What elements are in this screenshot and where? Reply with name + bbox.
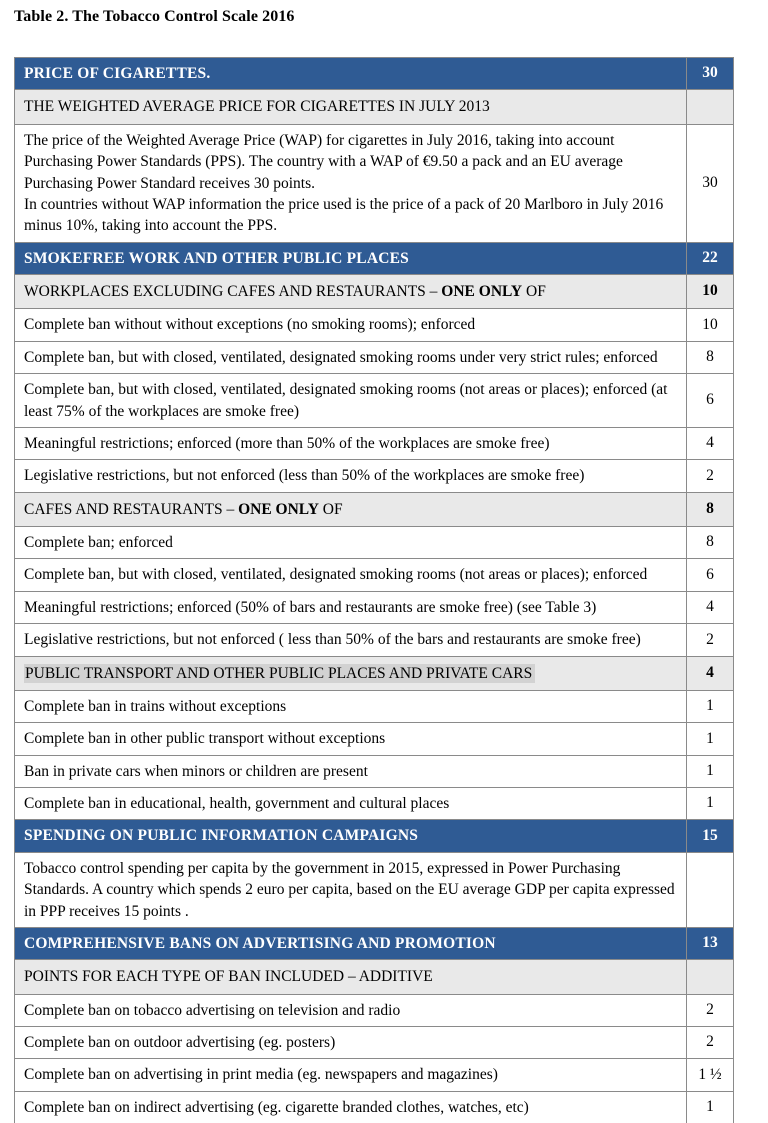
subheader-row <box>15 90 734 124</box>
criteria-text: Complete ban on tobacco advertising on television and radio <box>15 995 687 1026</box>
subheader-label: POINTS FOR EACH TYPE OF BAN INCLUDED – ADDITIVE <box>15 960 687 993</box>
criteria-points: 8 <box>687 527 734 558</box>
criteria-points: 1 <box>687 723 734 754</box>
subheader-label <box>15 657 687 690</box>
criteria-row <box>15 1092 734 1123</box>
section-header-row-price <box>15 58 734 90</box>
subheader-label-prefix: CAFES AND RESTAURANTS – <box>24 500 239 518</box>
criteria-row <box>15 527 734 559</box>
subheader-label-suffix: OF <box>522 283 546 300</box>
section-header-row-smokefree <box>15 243 734 275</box>
subheader-points <box>687 90 734 123</box>
criteria-text: Complete ban, but with closed, ventilated, designated smoking rooms (not areas or places); enforced <box>15 559 687 590</box>
criteria-points: 8 <box>687 342 734 373</box>
description-row <box>15 853 734 928</box>
criteria-row <box>15 995 734 1027</box>
section-label: SPENDING ON PUBLIC INFORMATION CAMPAIGNS <box>15 820 687 851</box>
criteria-text: Complete ban on outdoor advertising (eg. posters) <box>15 1027 687 1058</box>
criteria-points: 1 <box>687 788 734 819</box>
criteria-text: Legislative restrictions, but not enforced (less than 50% of the workplaces are smoke free) <box>15 460 687 491</box>
criteria-row <box>15 756 734 788</box>
subheader-label <box>15 275 687 308</box>
criteria-row <box>15 1027 734 1059</box>
subheader-points: 10 <box>687 275 734 308</box>
criteria-points: 1 <box>687 756 734 787</box>
criteria-points: 1 <box>687 691 734 722</box>
criteria-row <box>15 624 734 656</box>
criteria-text: Complete ban on indirect advertising (eg. cigarette branded clothes, watches, etc) <box>15 1092 687 1123</box>
description-text <box>15 853 687 927</box>
criteria-points: 2 <box>687 1027 734 1058</box>
tobacco-control-scale-table <box>14 57 734 1123</box>
criteria-text: Ban in private cars when minors or children are present <box>15 756 687 787</box>
subheader-points <box>687 960 734 993</box>
section-label: SMOKEFREE WORK AND OTHER PUBLIC PLACES <box>15 243 687 274</box>
description-points: 30 <box>687 125 734 242</box>
criteria-row <box>15 592 734 624</box>
subheader-label-prefix: WORKPLACES EXCLUDING CAFES AND RESTAURANTS – <box>24 283 442 300</box>
subheader-row-additive <box>15 960 734 994</box>
criteria-text: Complete ban in trains without exceptions <box>15 691 687 722</box>
description-text <box>15 125 687 242</box>
criteria-points: 2 <box>687 460 734 491</box>
criteria-row <box>15 428 734 460</box>
criteria-points: 6 <box>687 559 734 590</box>
subheader-points: 4 <box>687 657 734 690</box>
criteria-points: 10 <box>687 309 734 340</box>
subheader-label-bold: ONE ONLY <box>441 283 523 300</box>
subheader-label-suffix: OF <box>318 500 343 518</box>
criteria-points: 6 <box>687 374 734 427</box>
subheader-row-cafes <box>15 493 734 527</box>
description-paragraph: In countries without WAP information the price used is the price of a pack of 20 Marlboro in July 2016 minus 10%, taking into account the PPS. <box>24 195 664 235</box>
criteria-points: 1 ½ <box>687 1059 734 1090</box>
criteria-text: Complete ban in other public transport without exceptions <box>15 723 687 754</box>
criteria-text: Legislative restrictions, but not enforced ( less than 50% of the bars and restaurants are smoke free) <box>15 624 687 655</box>
section-points: 13 <box>687 928 734 959</box>
criteria-points: 4 <box>687 428 734 459</box>
criteria-row <box>15 723 734 755</box>
subheader-points: 8 <box>687 493 734 526</box>
section-label: PRICE OF CIGARETTES. <box>15 58 687 89</box>
description-paragraph: Tobacco control spending per capita by the government in 2015, expressed in Power Purchasing Standards. A country which spends 2 euro per capita, based on the EU average GDP per capita expressed in PPP receives 15 points . <box>24 859 675 920</box>
section-points: 22 <box>687 243 734 274</box>
table-title: Table 2. The Tobacco Control Scale 2016 <box>14 8 295 25</box>
criteria-row <box>15 1059 734 1091</box>
subheader-label: THE WEIGHTED AVERAGE PRICE FOR CIGARETTES IN JULY 2013 <box>15 90 687 123</box>
criteria-row <box>15 788 734 820</box>
subheader-label <box>15 493 687 526</box>
description-points <box>687 853 734 927</box>
criteria-row <box>15 309 734 341</box>
criteria-text: Complete ban, but with closed, ventilated, designated smoking rooms (not areas or places); enforced (at least 75% of the workplaces are smoke free) <box>15 374 687 427</box>
criteria-text: Complete ban, but with closed, ventilated, designated smoking rooms under very strict rules; enforced <box>15 342 687 373</box>
criteria-text: Meaningful restrictions; enforced (50% of bars and restaurants are smoke free) (see Table 3) <box>15 592 687 623</box>
criteria-points: 1 <box>687 1092 734 1123</box>
highlighted-text: PUBLIC TRANSPORT AND OTHER PUBLIC PLACES AND PRIVATE CARS <box>24 664 535 683</box>
criteria-row <box>15 342 734 374</box>
criteria-points: 2 <box>687 624 734 655</box>
section-header-row-spending <box>15 820 734 852</box>
criteria-text: Meaningful restrictions; enforced (more than 50% of the workplaces are smoke free) <box>15 428 687 459</box>
description-paragraph: The price of the Weighted Average Price (WAP) for cigarettes in July 2016, taking into account Purchasing Power Standards (PPS). The country with a WAP of €9.50 a pack and an EU average Purchasing Power Standard receives 30 points. <box>24 131 623 192</box>
subheader-label-bold: ONE ONLY <box>238 500 319 518</box>
criteria-text: Complete ban on advertising in print media (eg. newspapers and magazines) <box>15 1059 687 1090</box>
criteria-text: Complete ban without without exceptions (no smoking rooms); enforced <box>15 309 687 340</box>
subheader-row-public-transport <box>15 657 734 691</box>
criteria-row <box>15 460 734 492</box>
section-points: 15 <box>687 820 734 851</box>
section-label: COMPREHENSIVE BANS ON ADVERTISING AND PROMOTION <box>15 928 687 959</box>
section-points: 30 <box>687 58 734 89</box>
subheader-row-workplaces <box>15 275 734 309</box>
section-header-row-advertising <box>15 928 734 960</box>
criteria-row <box>15 559 734 591</box>
description-row <box>15 125 734 243</box>
criteria-points: 2 <box>687 995 734 1026</box>
criteria-text: Complete ban; enforced <box>15 527 687 558</box>
criteria-points: 4 <box>687 592 734 623</box>
criteria-row <box>15 374 734 428</box>
criteria-text: Complete ban in educational, health, government and cultural places <box>15 788 687 819</box>
criteria-row <box>15 691 734 723</box>
